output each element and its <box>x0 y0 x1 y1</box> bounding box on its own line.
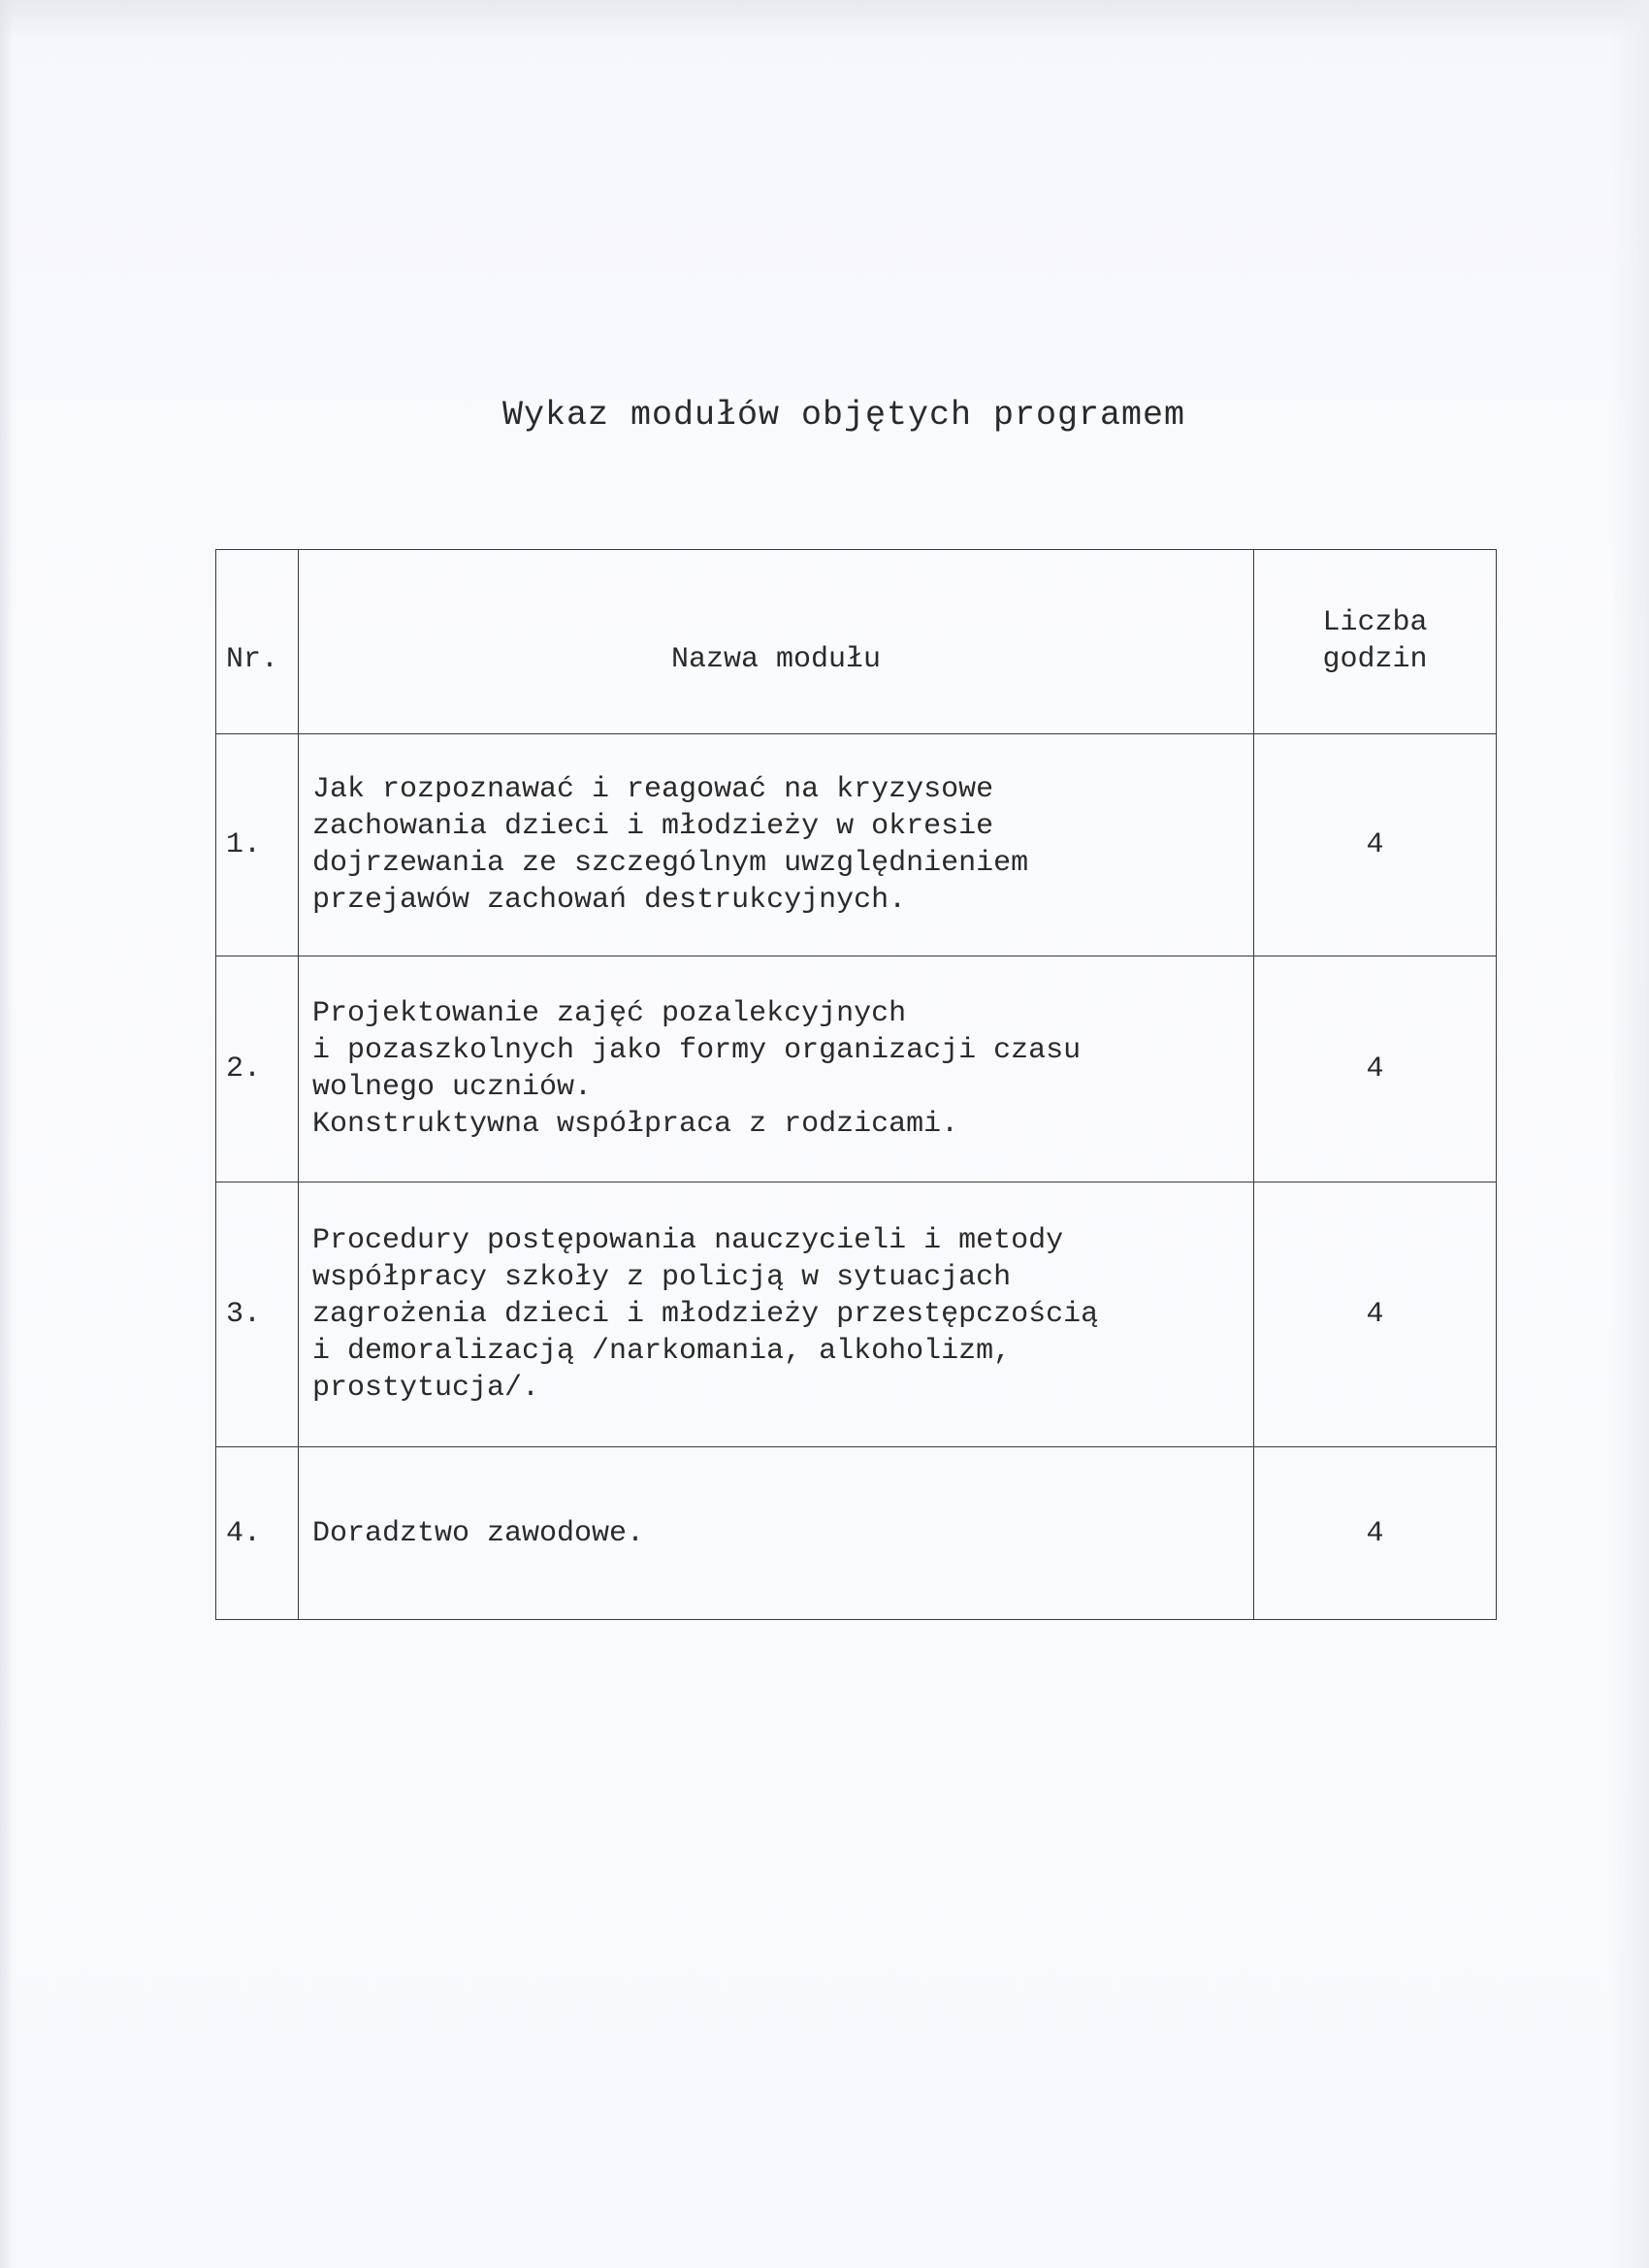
row-number: 3. <box>216 1183 299 1447</box>
module-name-line: Procedury postępowania nauczycieli i metody <box>312 1224 1064 1257</box>
row-number: 2. <box>216 956 299 1183</box>
module-name <box>299 1447 1254 1620</box>
header-module-name: Nazwa modułu <box>299 550 1254 734</box>
module-name-line: przejawów zachowań destrukcyjnych. <box>312 884 907 917</box>
table-row <box>216 956 1497 1183</box>
row-number: 1. <box>216 734 299 956</box>
scan-shadow-top <box>0 0 1649 39</box>
header-nr: Nr. <box>216 550 299 734</box>
table-header-row <box>216 550 1497 734</box>
module-hours: 4 <box>1254 1447 1497 1620</box>
module-name-line: dojrzewania ze szczególnym uwzględnieniem <box>312 847 1029 880</box>
module-name-line: i pozaszkolnych jako formy organizacji czasu <box>312 1034 1082 1067</box>
module-name-line: zagrożenia dzieci i młodzieży przestępczością <box>312 1298 1099 1331</box>
row-number: 4. <box>216 1447 299 1620</box>
module-name <box>299 734 1254 956</box>
module-hours: 4 <box>1254 734 1497 956</box>
module-name-line: i demoralizacją /narkomania, alkoholizm, <box>312 1335 1012 1368</box>
table-row <box>216 1447 1497 1620</box>
module-name-line: Jak rozpoznawać i reagować na kryzysowe <box>312 773 994 806</box>
modules-table <box>215 549 1497 1620</box>
header-hours-line-2: godzin <box>1322 643 1428 676</box>
module-hours: 4 <box>1254 1183 1497 1447</box>
module-name-line: zachowania dzieci i młodzieży w okresie <box>312 810 994 843</box>
table-row <box>216 734 1497 956</box>
table-row <box>216 1183 1497 1447</box>
module-name <box>299 956 1254 1183</box>
header-hours-line-1: Liczba <box>1322 606 1428 639</box>
module-name-line: współpracy szkoły z policją w sytuacjach <box>312 1261 1012 1294</box>
document-title: Wykaz modułów objętych programem <box>501 396 1186 435</box>
module-name-line: Konstruktywna współpraca z rodzicami. <box>312 1108 959 1141</box>
module-name-line: Doradztwo zawodowe. <box>312 1516 645 1550</box>
module-name-line: wolnego uczniów. <box>312 1071 593 1104</box>
header-hours <box>1254 550 1497 734</box>
module-hours: 4 <box>1254 956 1497 1183</box>
module-name-line: prostytucja/. <box>312 1372 540 1405</box>
scan-shadow-right <box>1610 0 1649 2268</box>
scan-shadow-left <box>0 0 14 2268</box>
module-name-line: Projektowanie zajęć pozalekcyjnych <box>312 997 907 1030</box>
module-name <box>299 1183 1254 1447</box>
